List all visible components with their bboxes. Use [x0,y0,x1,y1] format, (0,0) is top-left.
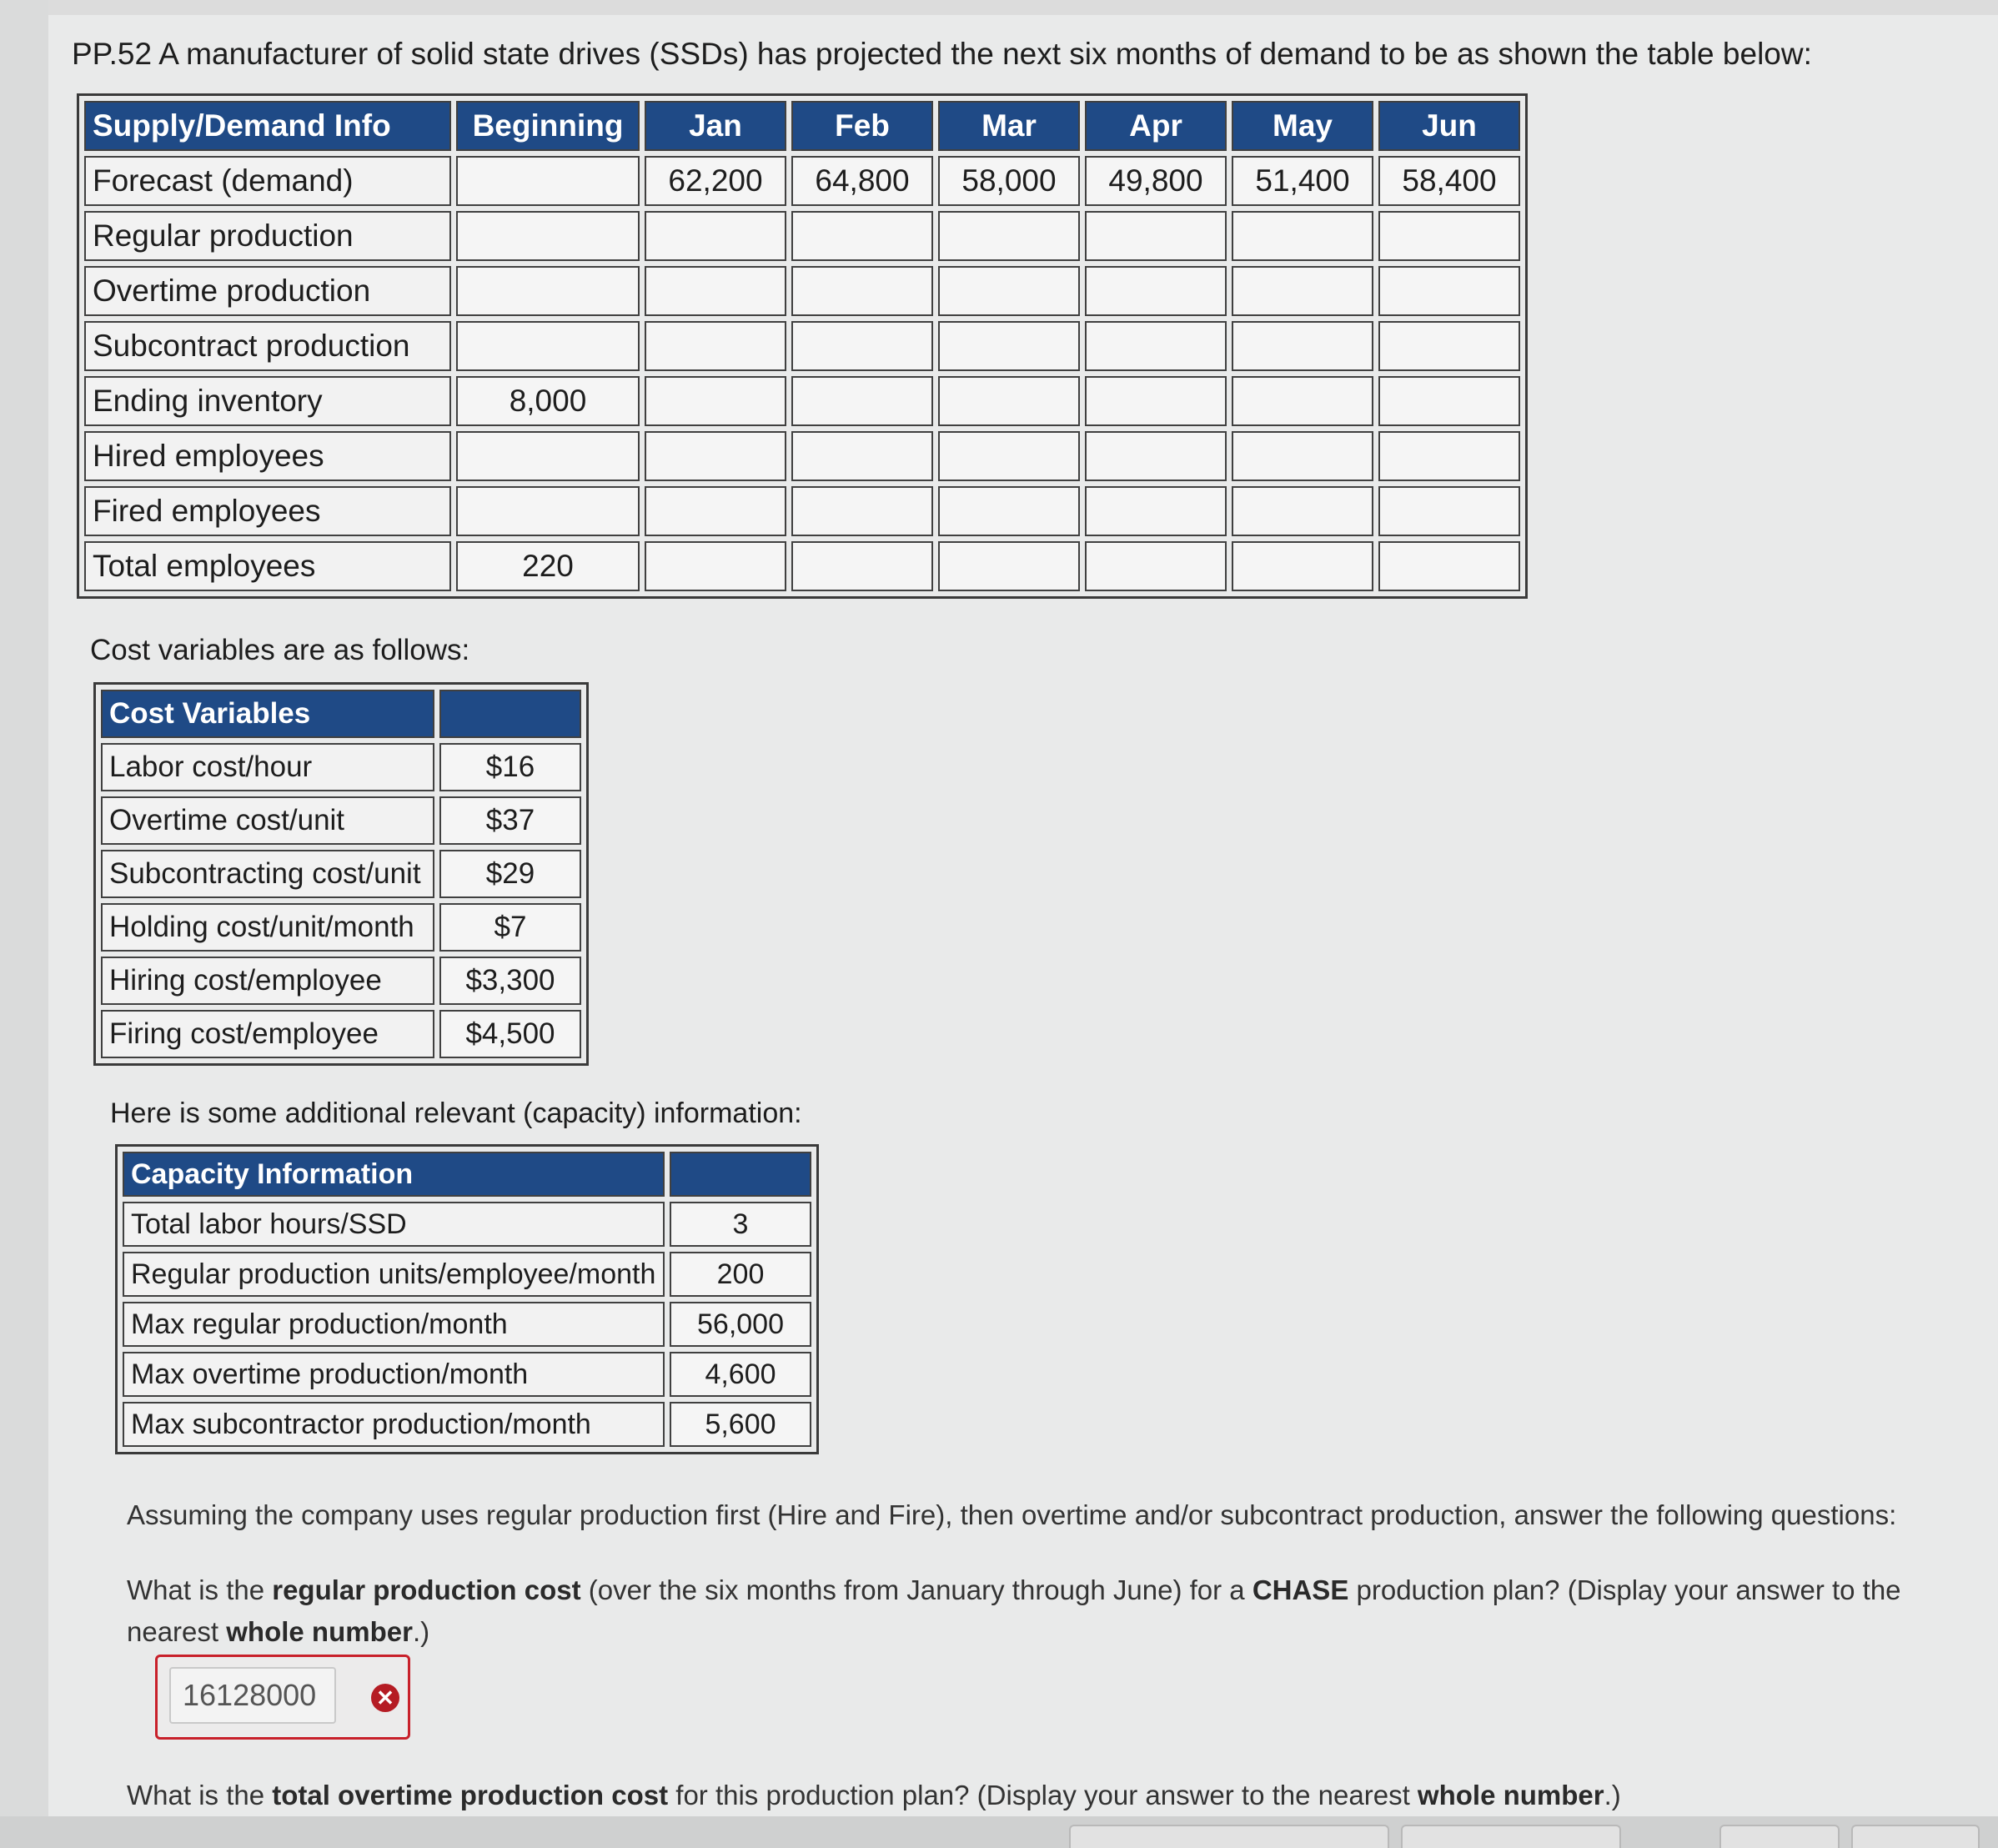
table-row [123,1252,811,1297]
problem-heading: PP.52 A manufacturer of solid state drives (SSDs) has projected the next six months of demand to be as shown the table below: [72,37,1812,71]
month-cell [1085,486,1227,536]
question-bold-text: whole number [226,1616,413,1647]
month-cell [938,321,1080,371]
question-text: production plan? (Display your answer to the nearest [127,1574,1901,1647]
month-cell [1378,486,1520,536]
question-text: What is the [127,1780,273,1810]
cost-table-title: Cost Variables [101,690,434,738]
month-cell [938,486,1080,536]
question-bold-text: whole number [1417,1780,1604,1810]
table-row [84,266,1520,316]
header-blank-cell [439,690,581,738]
month-cell [938,431,1080,481]
beginning-cell [456,266,640,316]
table-row [101,903,581,952]
month-cell [645,431,786,481]
month-cell [645,541,786,591]
row-label: Regular production [84,211,451,261]
cost-intro-text: Cost variables are as follows: [90,634,470,666]
row-label: Overtime production [84,266,451,316]
cost-value: $3,300 [439,957,581,1005]
month-cell [1232,541,1373,591]
month-cell [1085,266,1227,316]
row-label: Ending inventory [84,376,451,426]
question-regular-production-cost [127,1569,1995,1653]
beginning-cell: 8,000 [456,376,640,426]
cost-label: Firing cost/employee [101,1010,434,1058]
table-row [84,486,1520,536]
capacity-intro-text: Here is some additional relevant (capacity) information: [110,1097,802,1129]
cost-header-row [101,690,581,738]
capacity-label: Regular production units/employee/month [123,1252,665,1297]
table-row [101,1010,581,1058]
month-cell [1232,321,1373,371]
header-blank-cell [670,1152,811,1197]
cost-value: $4,500 [439,1010,581,1058]
assumption-text: Assuming the company uses regular production first (Hire and Fire), then overtime and/or subcontract production, answer the following questions: [127,1499,1897,1530]
beginning-cell [456,486,640,536]
beginning-cell [456,321,640,371]
question-text: .) [412,1616,430,1647]
month-cell [1085,376,1227,426]
month-cell [645,211,786,261]
answer-field-partial[interactable] [1719,1825,1840,1848]
table-row [101,796,581,845]
page-top-edge [0,0,1998,15]
table-row [84,431,1520,481]
capacity-information-table [115,1144,819,1454]
question-text: for this production plan? (Display your answer to the nearest [668,1780,1418,1810]
row-label: Forecast (demand) [84,156,451,206]
answer-field-partial[interactable] [1401,1825,1621,1848]
month-cell [1378,376,1520,426]
month-cell [1232,266,1373,316]
capacity-value: 5,600 [670,1402,811,1447]
col-header: Feb [791,101,933,151]
capacity-label: Max subcontractor production/month [123,1402,665,1447]
beginning-cell [456,156,640,206]
regular-production-cost-input[interactable] [169,1667,336,1724]
table-row [101,850,581,898]
month-cell [1085,211,1227,261]
table-row [123,1202,811,1247]
capacity-value: 200 [670,1252,811,1297]
capacity-value: 3 [670,1202,811,1247]
table-row [84,156,1520,206]
month-cell: 49,800 [1085,156,1227,206]
question-bold-text: CHASE [1252,1574,1349,1605]
capacity-label: Max overtime production/month [123,1352,665,1397]
capacity-label: Total labor hours/SSD [123,1202,665,1247]
month-cell [938,376,1080,426]
table-row [101,957,581,1005]
question-bold-text: regular production cost [272,1574,581,1605]
col-header: Mar [938,101,1080,151]
bottom-answer-area [0,1816,1998,1848]
row-label: Hired employees [84,431,451,481]
month-cell [1085,541,1227,591]
cost-label: Subcontracting cost/unit [101,850,434,898]
row-label: Fired employees [84,486,451,536]
month-cell [1232,431,1373,481]
cost-label: Labor cost/hour [101,743,434,791]
cost-variables-table [93,682,589,1066]
month-cell [791,486,933,536]
month-cell [1378,541,1520,591]
month-cell [1232,376,1373,426]
beginning-cell: 220 [456,541,640,591]
capacity-value: 56,000 [670,1302,811,1347]
table-row [84,541,1520,591]
beginning-cell [456,211,640,261]
month-cell [1085,431,1227,481]
month-cell [1378,431,1520,481]
answer-feedback-box [155,1655,410,1740]
cost-value: $29 [439,850,581,898]
month-cell [1232,486,1373,536]
month-cell [791,541,933,591]
capacity-label: Max regular production/month [123,1302,665,1347]
capacity-table-title: Capacity Information [123,1152,665,1197]
month-cell [1378,266,1520,316]
col-header: Apr [1085,101,1227,151]
question-text: (over the six months from January through June) for a [580,1574,1253,1605]
month-cell [645,321,786,371]
col-header: May [1232,101,1373,151]
question-text: What is the [127,1574,273,1605]
month-cell: 58,400 [1378,156,1520,206]
month-cell [1232,211,1373,261]
month-cell [938,266,1080,316]
month-cell [791,431,933,481]
month-cell: 51,400 [1232,156,1373,206]
supply-header-row [84,101,1520,151]
table-row [123,1402,811,1447]
month-cell: 62,200 [645,156,786,206]
month-cell [791,376,933,426]
month-cell [645,486,786,536]
page-left-margin [0,0,48,1848]
col-header: Beginning [456,101,640,151]
cost-value: $16 [439,743,581,791]
cost-label: Holding cost/unit/month [101,903,434,952]
table-row [101,743,581,791]
col-header: Supply/Demand Info [84,101,451,151]
col-header: Jun [1378,101,1520,151]
question-overtime-cost [127,1775,1621,1816]
beginning-cell [456,431,640,481]
question-text: .) [1604,1780,1621,1810]
question-bold-text: total overtime production cost [272,1780,669,1810]
cost-label: Hiring cost/employee [101,957,434,1005]
month-cell [791,321,933,371]
table-row [84,211,1520,261]
capacity-header-row [123,1152,811,1197]
month-cell [1085,321,1227,371]
cost-value: $7 [439,903,581,952]
capacity-value: 4,600 [670,1352,811,1397]
month-cell: 58,000 [938,156,1080,206]
month-cell [1378,211,1520,261]
month-cell: 64,800 [791,156,933,206]
row-label: Subcontract production [84,321,451,371]
error-x-icon: ✕ [371,1684,399,1712]
table-row [123,1302,811,1347]
month-cell [938,211,1080,261]
cost-value: $37 [439,796,581,845]
month-cell [1378,321,1520,371]
table-row [84,321,1520,371]
supply-demand-table [77,93,1528,599]
answer-field-partial[interactable] [1069,1825,1389,1848]
month-cell [791,266,933,316]
table-row [84,376,1520,426]
table-row [123,1352,811,1397]
col-header: Jan [645,101,786,151]
month-cell [791,211,933,261]
month-cell [645,376,786,426]
month-cell [645,266,786,316]
month-cell [938,541,1080,591]
answer-field-partial[interactable] [1851,1825,1980,1848]
row-label: Total employees [84,541,451,591]
cost-label: Overtime cost/unit [101,796,434,845]
